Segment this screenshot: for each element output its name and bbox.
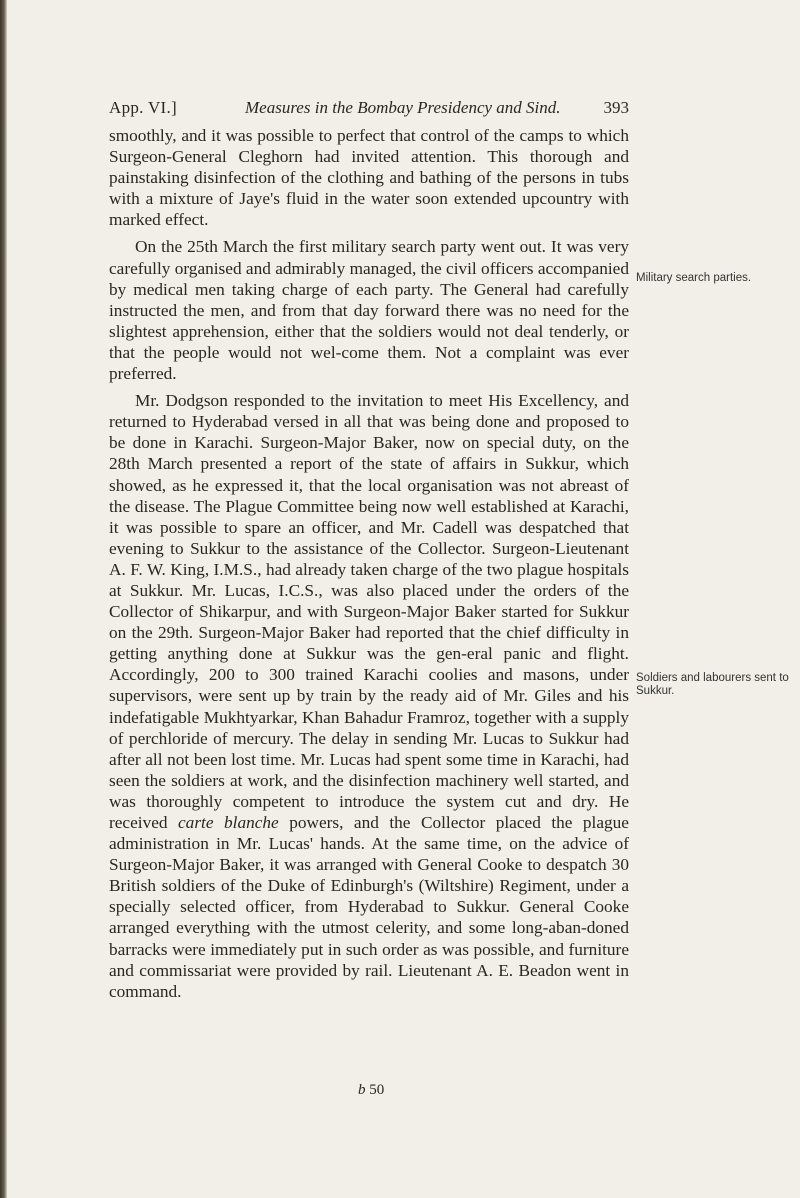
paragraph-3-text: Mr. Dodgson responded to the invitation to meet His Excellency, and returned to Hyderabad versed in all that was being done and proposed to be done in Karachi. Surgeon-Major Baker, now on special duty, on the 28th March presented a report of the state of affairs in Sukkur, which showed, as he expressed it, that the local organisation was not abreast of the disease. The Plague Committee being now well established at Karachi, it was possible to spare an officer, and Mr. Cadell was despatched that evening to Sukkur to the assistance of the Collector. Surgeon-Lieutenant A. F. W. King, I.M.S., had already taken charge of the two plague hospitals at Sukkur. Mr. Lucas, I.C.S., was also placed under the orders of the Collector of Shikarpur, and with Surgeon-Major Baker started for Sukkur on the 29th. Surgeon-Major Baker had reported that the chief difficulty in getting anything done at Sukkur was the gen-eral panic and flight. Accordingly, 200 to 300 trained Karachi coolies and masons, under supervisors, were sent up by train by the ready aid of Mr. Giles and his indefatigable Mukhtyarkar, Khan Bahadur Framroz, together with a supply of perchloride of mercury. The delay in sending Mr. Lucas to Sukkur had after all not been lost time. Mr. Lucas had spent some time in Karachi, had seen the soldiers at work, and the disinfection machinery well started, and was thoroughly competent to introduce the system cut and dry. He received — [109, 391, 629, 832]
appendix-label: App. VI.] — [109, 98, 178, 117]
paragraph-1: smoothly, and it was possible to perfect that control of the camps to which Surgeon-General Cleghorn had invited attention. This thorough and painstaking disinfection of the clothing and bathing of the persons in tubs with a mixture of Jaye's fluid in the water soon extended upcountry with marked effect. — [109, 126, 629, 230]
running-header — [109, 98, 629, 122]
body-text — [109, 125, 629, 1008]
signature-letter: b — [358, 1082, 366, 1098]
printer-signature — [358, 1082, 384, 1099]
paragraph-2: On the 25th March the first military search party went out. It was very carefully organised and admirably managed, the civil officers accompanied by medical men taking charge of each party. The General had carefully instructed the men, and from that day forward there was no need for the slightest apprehension, either that the soldiers would not deal tenderly, or that the people would not wel-come them. Not a complaint was ever preferred. — [109, 237, 629, 384]
page-number: 393 — [603, 98, 629, 117]
paragraph-3-continuation: powers, and the Collector placed the plague administration in Mr. Lucas' hands. At the same time, on the advice of Surgeon-Major Baker, it was arranged with General Cooke to despatch 30 British soldiers of the Duke of Edinburgh's (Wiltshire) Regiment, under a specially selected officer, from Hyderabad to Sukkur. General Cooke arranged everything with the utmost celerity, and some long-aban-doned barracks were immediately put in such order as was possible, and furniture and commissariat were provided by rail. Lieutenant A. E. Beadon went in command. — [109, 813, 629, 1001]
margin-note-military-search: Military search parties. — [636, 272, 752, 284]
italic-phrase: carte blanche — [178, 813, 279, 832]
margin-note-soldiers-labourers: Soldiers and labourers sent to Sukkur. — [636, 672, 789, 697]
running-title: Measures in the Bombay Presidency and Sind. — [245, 98, 561, 117]
paragraph-3 — [109, 390, 629, 1002]
signature-number: 50 — [369, 1082, 385, 1098]
